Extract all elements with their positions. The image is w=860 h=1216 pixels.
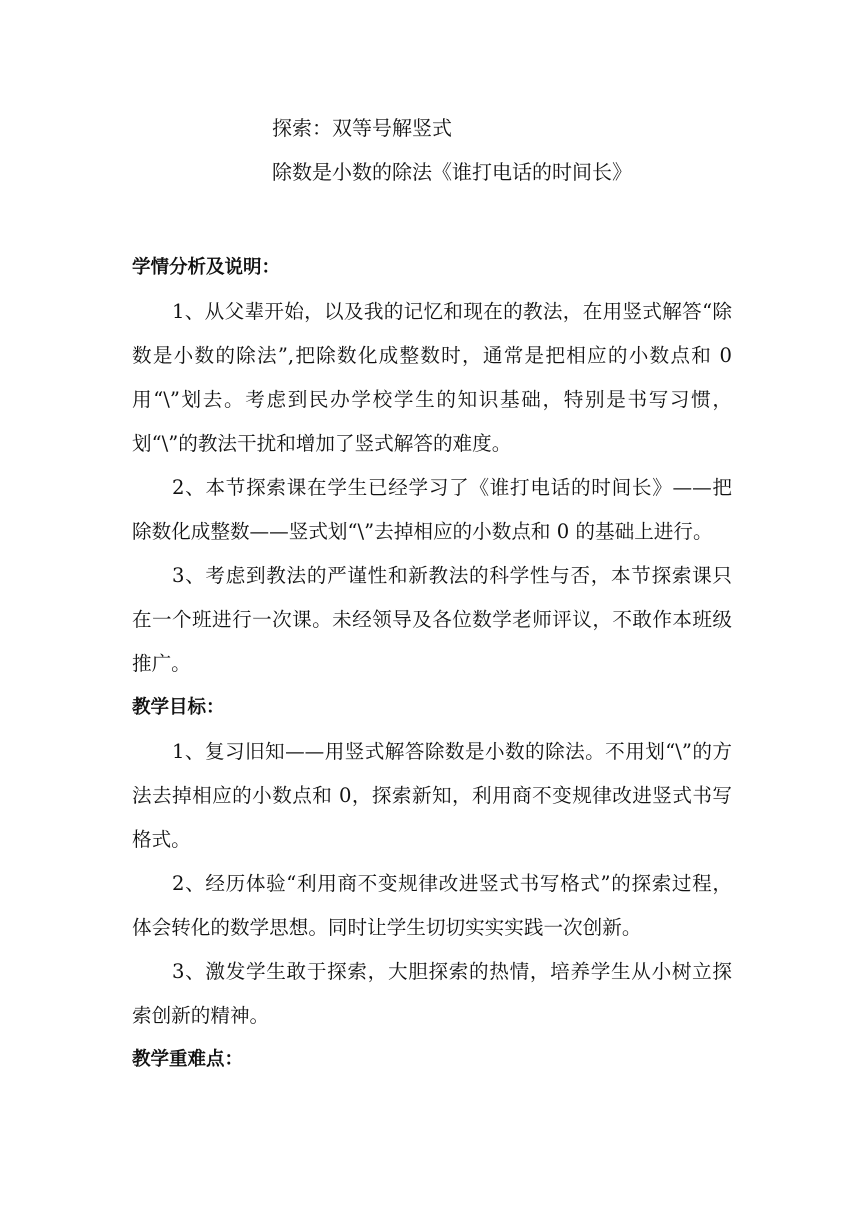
document-body: [132, 246, 732, 1082]
section-heading-objectives: 教学目标：: [132, 697, 225, 718]
analysis-paragraph-2: 2、本节探索课在学生已经学习了《谁打电话的时间长》——把除数化成整数——竖式划“\”去掉相应的小数点和 0 的基础上进行。: [132, 476, 732, 543]
document-subtitle: 除数是小数的除法《谁打电话的时间长》: [272, 160, 632, 184]
analysis-paragraph-1: 1、从父辈开始，以及我的记忆和现在的教法，在用竖式解答“除数是小数的除法”,把除数化成整数时，通常是把相应的小数点和 0 用“\”划去。考虑到民办学校学生的知识基础，特别是书写习惯，划“\”的教法干扰和增加了竖式解答的难度。: [132, 300, 732, 455]
objective-paragraph-1: 1、复习旧知——用竖式解答除数是小数的除法。不用划“\”的方法去掉相应的小数点和 0，探索新知，利用商不变规律改进竖式书写格式。: [132, 740, 732, 851]
section-heading-analysis: 学情分析及说明：: [132, 257, 281, 278]
section-heading-key-points: 教学重难点：: [132, 1049, 244, 1070]
objective-paragraph-2: 2、经历体验“利用商不变规律改进竖式书写格式”的探索过程，体会转化的数学思想。同时让学生切切实实实践一次创新。: [132, 872, 732, 939]
analysis-paragraph-3: 3、考虑到教法的严谨性和新教法的科学性与否，本节探索课只在一个班进行一次课。未经领导及各位数学老师评议，不敢作本班级推广。: [132, 564, 732, 675]
document-title: 探索：双等号解竖式: [272, 116, 452, 140]
objective-paragraph-3: 3、激发学生敢于探索，大胆探索的热情，培养学生从小树立探索创新的精神。: [132, 960, 732, 1027]
